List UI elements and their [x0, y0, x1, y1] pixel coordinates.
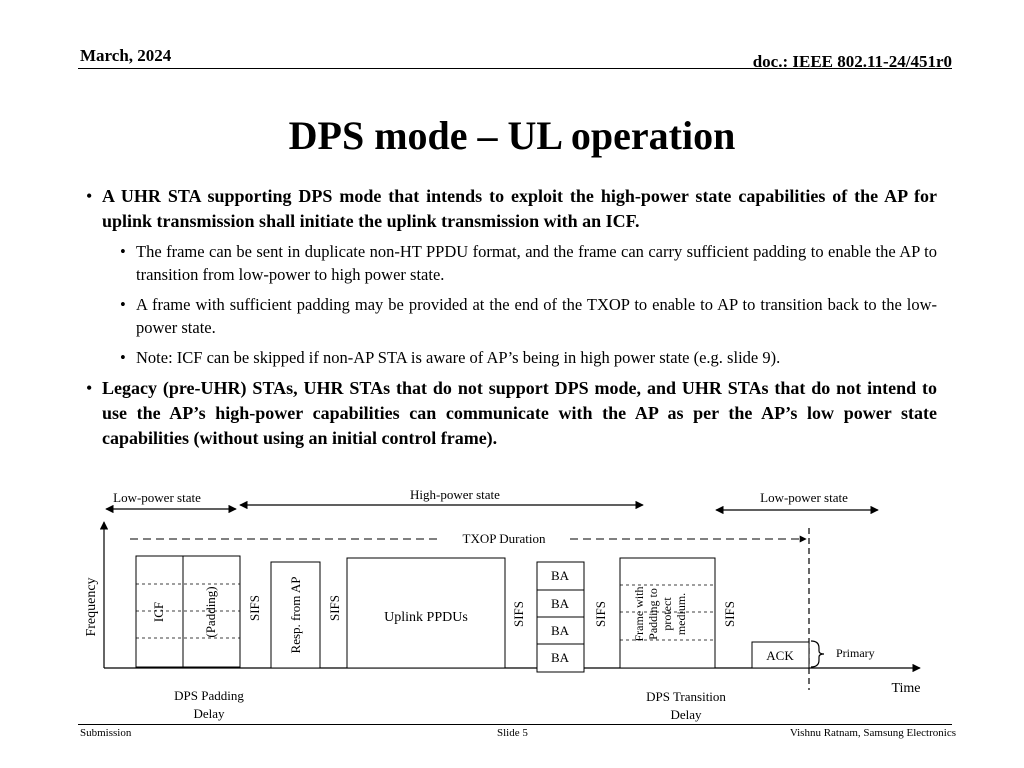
footer-slide-number: Slide 5: [497, 727, 528, 739]
ba-label-1: BA: [550, 568, 570, 583]
time-axis-label: Time: [891, 681, 921, 696]
footer-submission: Submission: [80, 727, 132, 739]
sifs-label-4: SIFS: [593, 600, 608, 628]
high-power-label: High-power state: [410, 487, 500, 502]
padding-label: (Padding): [203, 586, 218, 638]
sifs-label-1: SIFS: [247, 594, 262, 622]
icf-label: ICF: [151, 601, 166, 623]
primary-label: Primary: [836, 646, 875, 660]
resp-from-ap-label: Resp. from AP: [288, 576, 303, 654]
bullet-1-sub-1: • The frame can be sent in duplicate non-HT PPDU format, and the frame can carry sufficient padding to enable the AP to transition from low-power to high power state.: [120, 240, 937, 286]
sifs-label-2: SIFS: [327, 594, 342, 622]
ba-label-4: BA: [550, 650, 570, 665]
low-power-left-label: Low-power state: [113, 490, 201, 505]
footer-divider: [78, 724, 952, 725]
ack-label: ACK: [766, 648, 794, 663]
dps-transition-delay-line-1: DPS Transition: [646, 689, 726, 704]
header-date: March, 2024: [80, 46, 172, 65]
bullet-1-sub-2: • A frame with sufficient padding may be provided at the end of the TXOP to enable to AP to transition back to the low-power state.: [120, 293, 937, 339]
dps-transition-delay-line-2: Delay: [670, 707, 702, 722]
uplink-ppdus-label: Uplink PPDUs: [384, 610, 468, 625]
primary-brace: [811, 641, 824, 667]
frame-padding-line-1: Frame with: [632, 586, 646, 642]
bullet-1-sub-3: • Note: ICF can be skipped if non-AP STA is aware of AP’s being in high power state (e.g. slide 9).: [120, 346, 937, 369]
ba-label-2: BA: [550, 596, 570, 611]
sifs-label-5: SIFS: [722, 600, 737, 628]
footer-author: Vishnu Ratnam, Samsung Electronics: [789, 727, 956, 739]
frame-padding-line-4: medium.: [674, 592, 688, 636]
frequency-axis-label: Frequency: [84, 577, 99, 637]
low-power-right-label: Low-power state: [760, 490, 848, 505]
txop-duration-label: TXOP Duration: [462, 531, 546, 546]
dps-padding-delay-line-1: DPS Padding: [174, 688, 244, 703]
sifs-label-3: SIFS: [511, 600, 526, 628]
bullet-1: • A UHR STA supporting DPS mode that intends to exploit the high-power state capabilities of the AP for uplink transmission shall initiate the uplink transmission with an ICF.: [86, 184, 937, 234]
header-doc-id: doc.: IEEE 802.11-24/451r0: [752, 52, 952, 71]
frame-padding-line-3: protect: [660, 597, 674, 631]
slide-title: DPS mode – UL operation: [288, 113, 736, 158]
frame-padding-line-2: Padding to: [646, 588, 660, 640]
bullet-2: • Legacy (pre-UHR) STAs, UHR STAs that do not support DPS mode, and UHR STAs that do not intend to use the AP’s high-power capabilities can communicate with the AP as per the AP’s low power state capabilities (without using an initial control frame).: [86, 376, 937, 451]
dps-padding-delay-line-2: Delay: [193, 706, 225, 721]
ba-label-3: BA: [550, 623, 570, 638]
